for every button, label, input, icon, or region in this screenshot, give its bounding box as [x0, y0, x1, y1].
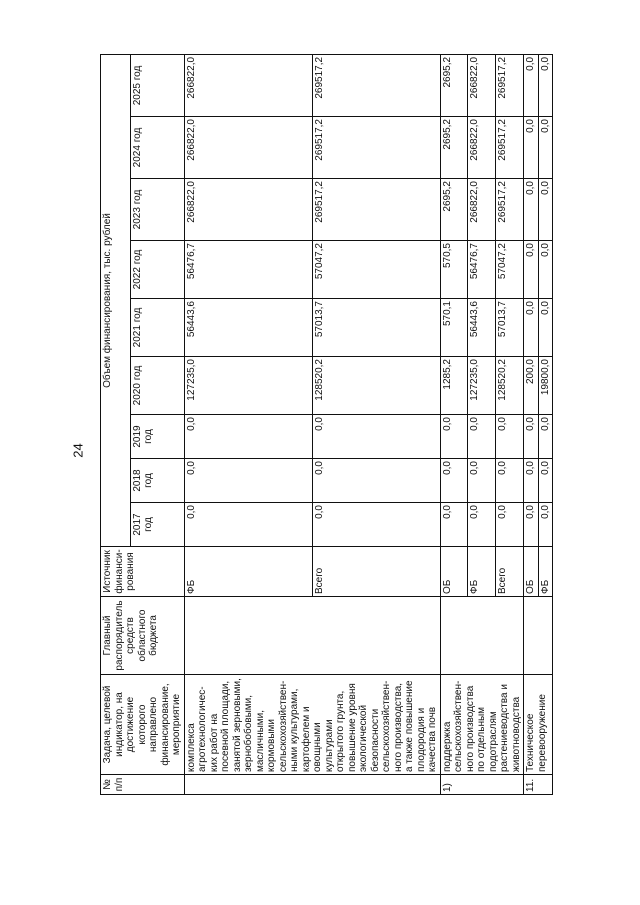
header-year: 2020 год	[130, 357, 184, 415]
rotated-page-content	[100, 55, 551, 795]
value-cell: 0,0	[496, 459, 524, 503]
header-row	[101, 54, 131, 794]
task-cell: комплекса агротехнологичес-ких работ на посевной площади, занятой зерновыми, зернобобовыми, масличными, кормовыми сельскохозяйствен-ными культурами, картофелем и овощными культурами открытого грунта, повышение уровня экологической безопасности сельскохозяйствен-ного производства, а также повышение плодородия и качества почв	[184, 675, 440, 775]
value-cell: 269517,2	[312, 117, 440, 179]
financing-table	[100, 54, 553, 795]
value-cell: 266822,0	[184, 179, 312, 241]
value-cell: 0,0	[538, 415, 553, 459]
row-number	[184, 775, 440, 795]
header-num: № п/п	[101, 775, 185, 795]
source-cell: ФБ	[184, 547, 312, 597]
value-cell: 0,0	[468, 415, 496, 459]
value-cell: 269517,2	[312, 54, 440, 116]
value-cell: 200,0	[524, 357, 539, 415]
manager-cell	[524, 597, 553, 675]
value-cell: 0,0	[538, 459, 553, 503]
source-cell: Всего	[312, 547, 440, 597]
source-cell: Всего	[496, 547, 524, 597]
value-cell: 0,0	[524, 54, 539, 116]
table-row	[184, 54, 312, 794]
value-cell: 0,0	[524, 179, 539, 241]
row-number: 1)	[440, 775, 524, 795]
header-year: 2025 год	[130, 54, 184, 116]
value-cell: 570,1	[440, 299, 468, 357]
header-year: 2018 год	[130, 459, 184, 503]
value-cell: 0,0	[184, 459, 312, 503]
row-number: 11.	[524, 775, 553, 795]
value-cell: 19800,0	[538, 357, 553, 415]
value-cell: 128520,2	[312, 357, 440, 415]
value-cell: 127235,0	[468, 357, 496, 415]
header-task: Задача, целевой индикатор, на достижение которого направлено финансирование, мероприятие	[101, 675, 185, 775]
header-year: 2017 год	[130, 503, 184, 547]
value-cell: 0,0	[538, 179, 553, 241]
value-cell: 0,0	[184, 503, 312, 547]
value-cell: 56443,6	[184, 299, 312, 357]
value-cell: 0,0	[538, 54, 553, 116]
value-cell: 128520,2	[496, 357, 524, 415]
value-cell: 570,5	[440, 241, 468, 299]
source-cell: ФБ	[538, 547, 553, 597]
value-cell: 0,0	[524, 117, 539, 179]
header-year: 2022 год	[130, 241, 184, 299]
task-cell: Техническое перевооружение	[524, 675, 553, 775]
value-cell: 0,0	[468, 503, 496, 547]
header-manager: Главный распорядитель средств областного бюджета	[101, 597, 185, 675]
header-year: 2021 год	[130, 299, 184, 357]
source-cell: ОБ	[440, 547, 468, 597]
value-cell: 2695,2	[440, 117, 468, 179]
value-cell: 0,0	[538, 299, 553, 357]
header-source: Источник финанси-рования	[101, 547, 185, 597]
value-cell: 0,0	[524, 503, 539, 547]
header-year: 2024 год	[130, 117, 184, 179]
header-year: 2019 год	[130, 415, 184, 459]
value-cell: 0,0	[524, 299, 539, 357]
value-cell: 1285,2	[440, 357, 468, 415]
manager-cell	[184, 597, 440, 675]
table-body	[184, 54, 553, 794]
value-cell: 57013,7	[496, 299, 524, 357]
value-cell: 0,0	[312, 459, 440, 503]
manager-cell	[440, 597, 524, 675]
value-cell: 0,0	[440, 459, 468, 503]
value-cell: 269517,2	[496, 179, 524, 241]
source-cell: ФБ	[468, 547, 496, 597]
page-number: 24	[70, 443, 86, 458]
value-cell: 56476,7	[184, 241, 312, 299]
value-cell: 57047,2	[312, 241, 440, 299]
value-cell: 0,0	[524, 241, 539, 299]
value-cell: 0,0	[312, 415, 440, 459]
header-volume-caption: Объем финансирования, тыс. рублей	[101, 54, 131, 546]
value-cell: 0,0	[468, 459, 496, 503]
value-cell: 0,0	[312, 503, 440, 547]
value-cell: 2695,2	[440, 179, 468, 241]
value-cell: 2695,2	[440, 54, 468, 116]
value-cell: 269517,2	[312, 179, 440, 241]
value-cell: 0,0	[538, 117, 553, 179]
value-cell: 56476,7	[468, 241, 496, 299]
value-cell: 0,0	[496, 503, 524, 547]
header-year: 2023 год	[130, 179, 184, 241]
task-cell: поддержка сельскохозяйствен-ного производства по отдельным подотраслям растениеводства и животноводства	[440, 675, 524, 775]
value-cell: 57047,2	[496, 241, 524, 299]
value-cell: 269517,2	[496, 54, 524, 116]
value-cell: 56443,6	[468, 299, 496, 357]
source-cell: ОБ	[524, 547, 539, 597]
value-cell: 0,0	[538, 241, 553, 299]
value-cell: 0,0	[538, 503, 553, 547]
value-cell: 0,0	[496, 415, 524, 459]
value-cell: 0,0	[184, 415, 312, 459]
table-row	[440, 54, 468, 794]
value-cell: 266822,0	[184, 54, 312, 116]
value-cell: 57013,7	[312, 299, 440, 357]
value-cell: 127235,0	[184, 357, 312, 415]
value-cell: 0,0	[440, 503, 468, 547]
value-cell: 269517,2	[496, 117, 524, 179]
value-cell: 266822,0	[468, 54, 496, 116]
value-cell: 266822,0	[468, 179, 496, 241]
value-cell: 0,0	[524, 459, 539, 503]
value-cell: 0,0	[524, 415, 539, 459]
value-cell: 266822,0	[468, 117, 496, 179]
value-cell: 0,0	[440, 415, 468, 459]
value-cell: 266822,0	[184, 117, 312, 179]
table-row	[524, 54, 539, 794]
